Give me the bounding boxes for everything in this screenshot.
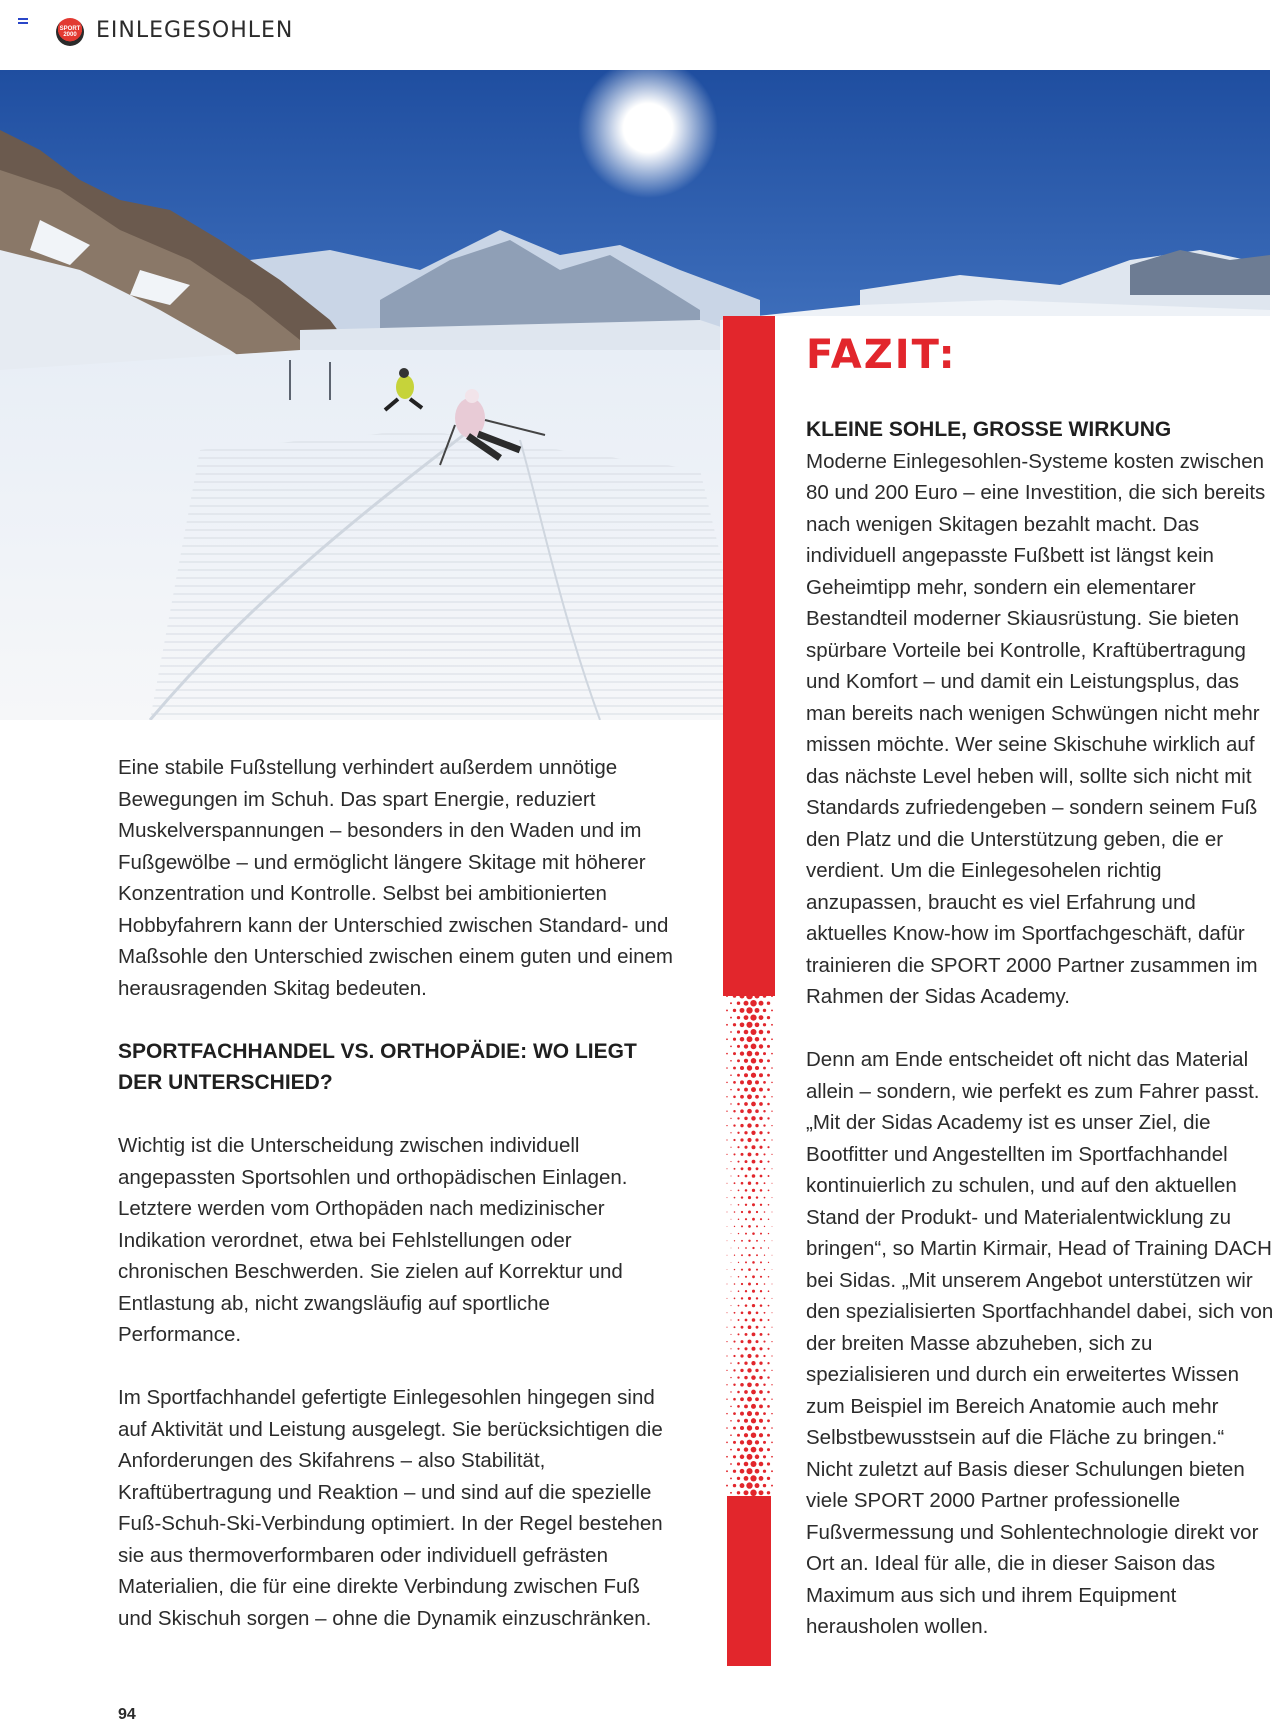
left-paragraph-1: Eine stabile Fußstellung verhindert außerdem unnötige Bewegungen im Schuh. Das spart Energie, reduziert Muskelverspannungen – besonders in den Waden und im Fußgewölbe – und ermöglicht längere Skitage mit höherer Konzentration und Kontrolle. Selbst bei ambitionierten Hobbyfahrern kann der Unterschied zwischen Standard- und Maßsohle den Unterschied zwischen einem guten und einem herausragenden Skitag bedeuten. — [118, 756, 673, 1000]
left-heading: SPORTFACHHANDEL VS. ORTHOPÄDIE: WO LIEGT DER UNTERSCHIED? — [118, 1039, 637, 1094]
menu-icon[interactable] — [18, 18, 28, 26]
right-paragraph-1: Moderne Einlegesohlen-Systeme kosten zwischen 80 und 200 Euro – eine Investition, die sich bereits nach wenigen Skitagen bezahlt macht. Das individuell angepasste Fußbett ist längst kein Geheimtipp mehr, sondern ein elementarer Bestandteil moderner Skiausrüstung. Sie bieten spürbare Vorteile bei Kontrolle, Kraftübertragung und Komfort – und damit ein Leistungsplus, das man bereits nach wenigen Schwüngen nicht mehr missen möchte. Wer seine Skischuhe wirklich auf das nächste Level heben will, sollte sich nicht mit Standards zufriedengeben – sondern seinem Fuß den Platz und die Unterstützung geben, die er verdient. Um die Einlegesohelen richtig anzupassen, braucht es viel Erfahrung und aktuelles Know-how im Sportfachgeschäft, dafür trainieren die SPORT 2000 Partner zusammen im Rahmen der Sidas Academy. — [806, 449, 1266, 1008]
fazit-title: FAZIT: — [806, 332, 957, 378]
left-paragraph-3: Im Sportfachhandel gefertigte Einlegesohlen hingegen sind auf Aktivität und Leistung ausgelegt. Sie berücksichtigen die Anforderungen des Skifahrens – also Stabilität, Kraftübertragung und Reaktion – und sind auf die spezielle Fuß-Schuh-Ski-Verbindung optimiert. In der Regel bestehen sie aus thermoverformbaren oder individuell gefrästen Materialien, die für eine direkte Verbindung zwischen Fuß und Skischuh sorgen – ohne die Dynamik einzuschränken. — [118, 1386, 663, 1630]
page-header — [0, 0, 1280, 64]
page-number: 94 — [118, 1706, 136, 1723]
section-title: EINLEGESOHLEN — [96, 18, 294, 43]
right-paragraph-2: Denn am Ende entscheidet oft nicht das Material allein – sondern, wie perfekt es zum Fahrer passt. „Mit der Sidas Academy ist es unser Ziel, die Bootfitter und Angestellten im Sportfachhandel kontinuierlich zu schulen, und auf den aktuellen Stand der Produkt- und Materialentwicklung zu bringen“, so Martin Kirmair, Head of Training DACH bei Sidas. „Mit unserem Angebot unterstützen wir den spezialisierten Sportfachhandel dabei, sich von der breiten Masse abzuheben, sich zu spezialisieren und durch ein erweitertes Wissen zum Beispiel im Bereich Anatomie auch mehr Selbstbewusstsein auf die Fläche zu bringen.“ Nicht zuletzt auf Basis dieser Schulungen bieten viele SPORT 2000 Partner professionelle Fußvermessung und Sohlentechnologie direkt vor Ort an. Ideal für alle, die in dieser Saison das Maximum aus sich und ihrem Equipment herausholen wollen. — [806, 1048, 1274, 1638]
left-paragraph-2: Wichtig ist die Unterscheidung zwischen individuell angepassten Sportsohlen und orthopädischen Einlagen. Letztere werden vom Orthopäden nach medizinischer Indikation verordnet, etwa bei Fehlstellungen oder chronischen Beschwerden. Sie zielen auf Korrektur und Entlastung ab, nicht zwangsläufig auf sportliche Performance. — [118, 1134, 628, 1346]
sport2000-logo — [56, 18, 84, 46]
left-text-column — [118, 752, 678, 1666]
right-subheading: KLEINE SOHLE, GROSSE WIRKUNG — [806, 418, 1172, 441]
logo-text: SPORT 2000 — [59, 26, 81, 38]
red-halftone-band — [723, 316, 775, 1666]
right-text-column — [806, 330, 1276, 1674]
